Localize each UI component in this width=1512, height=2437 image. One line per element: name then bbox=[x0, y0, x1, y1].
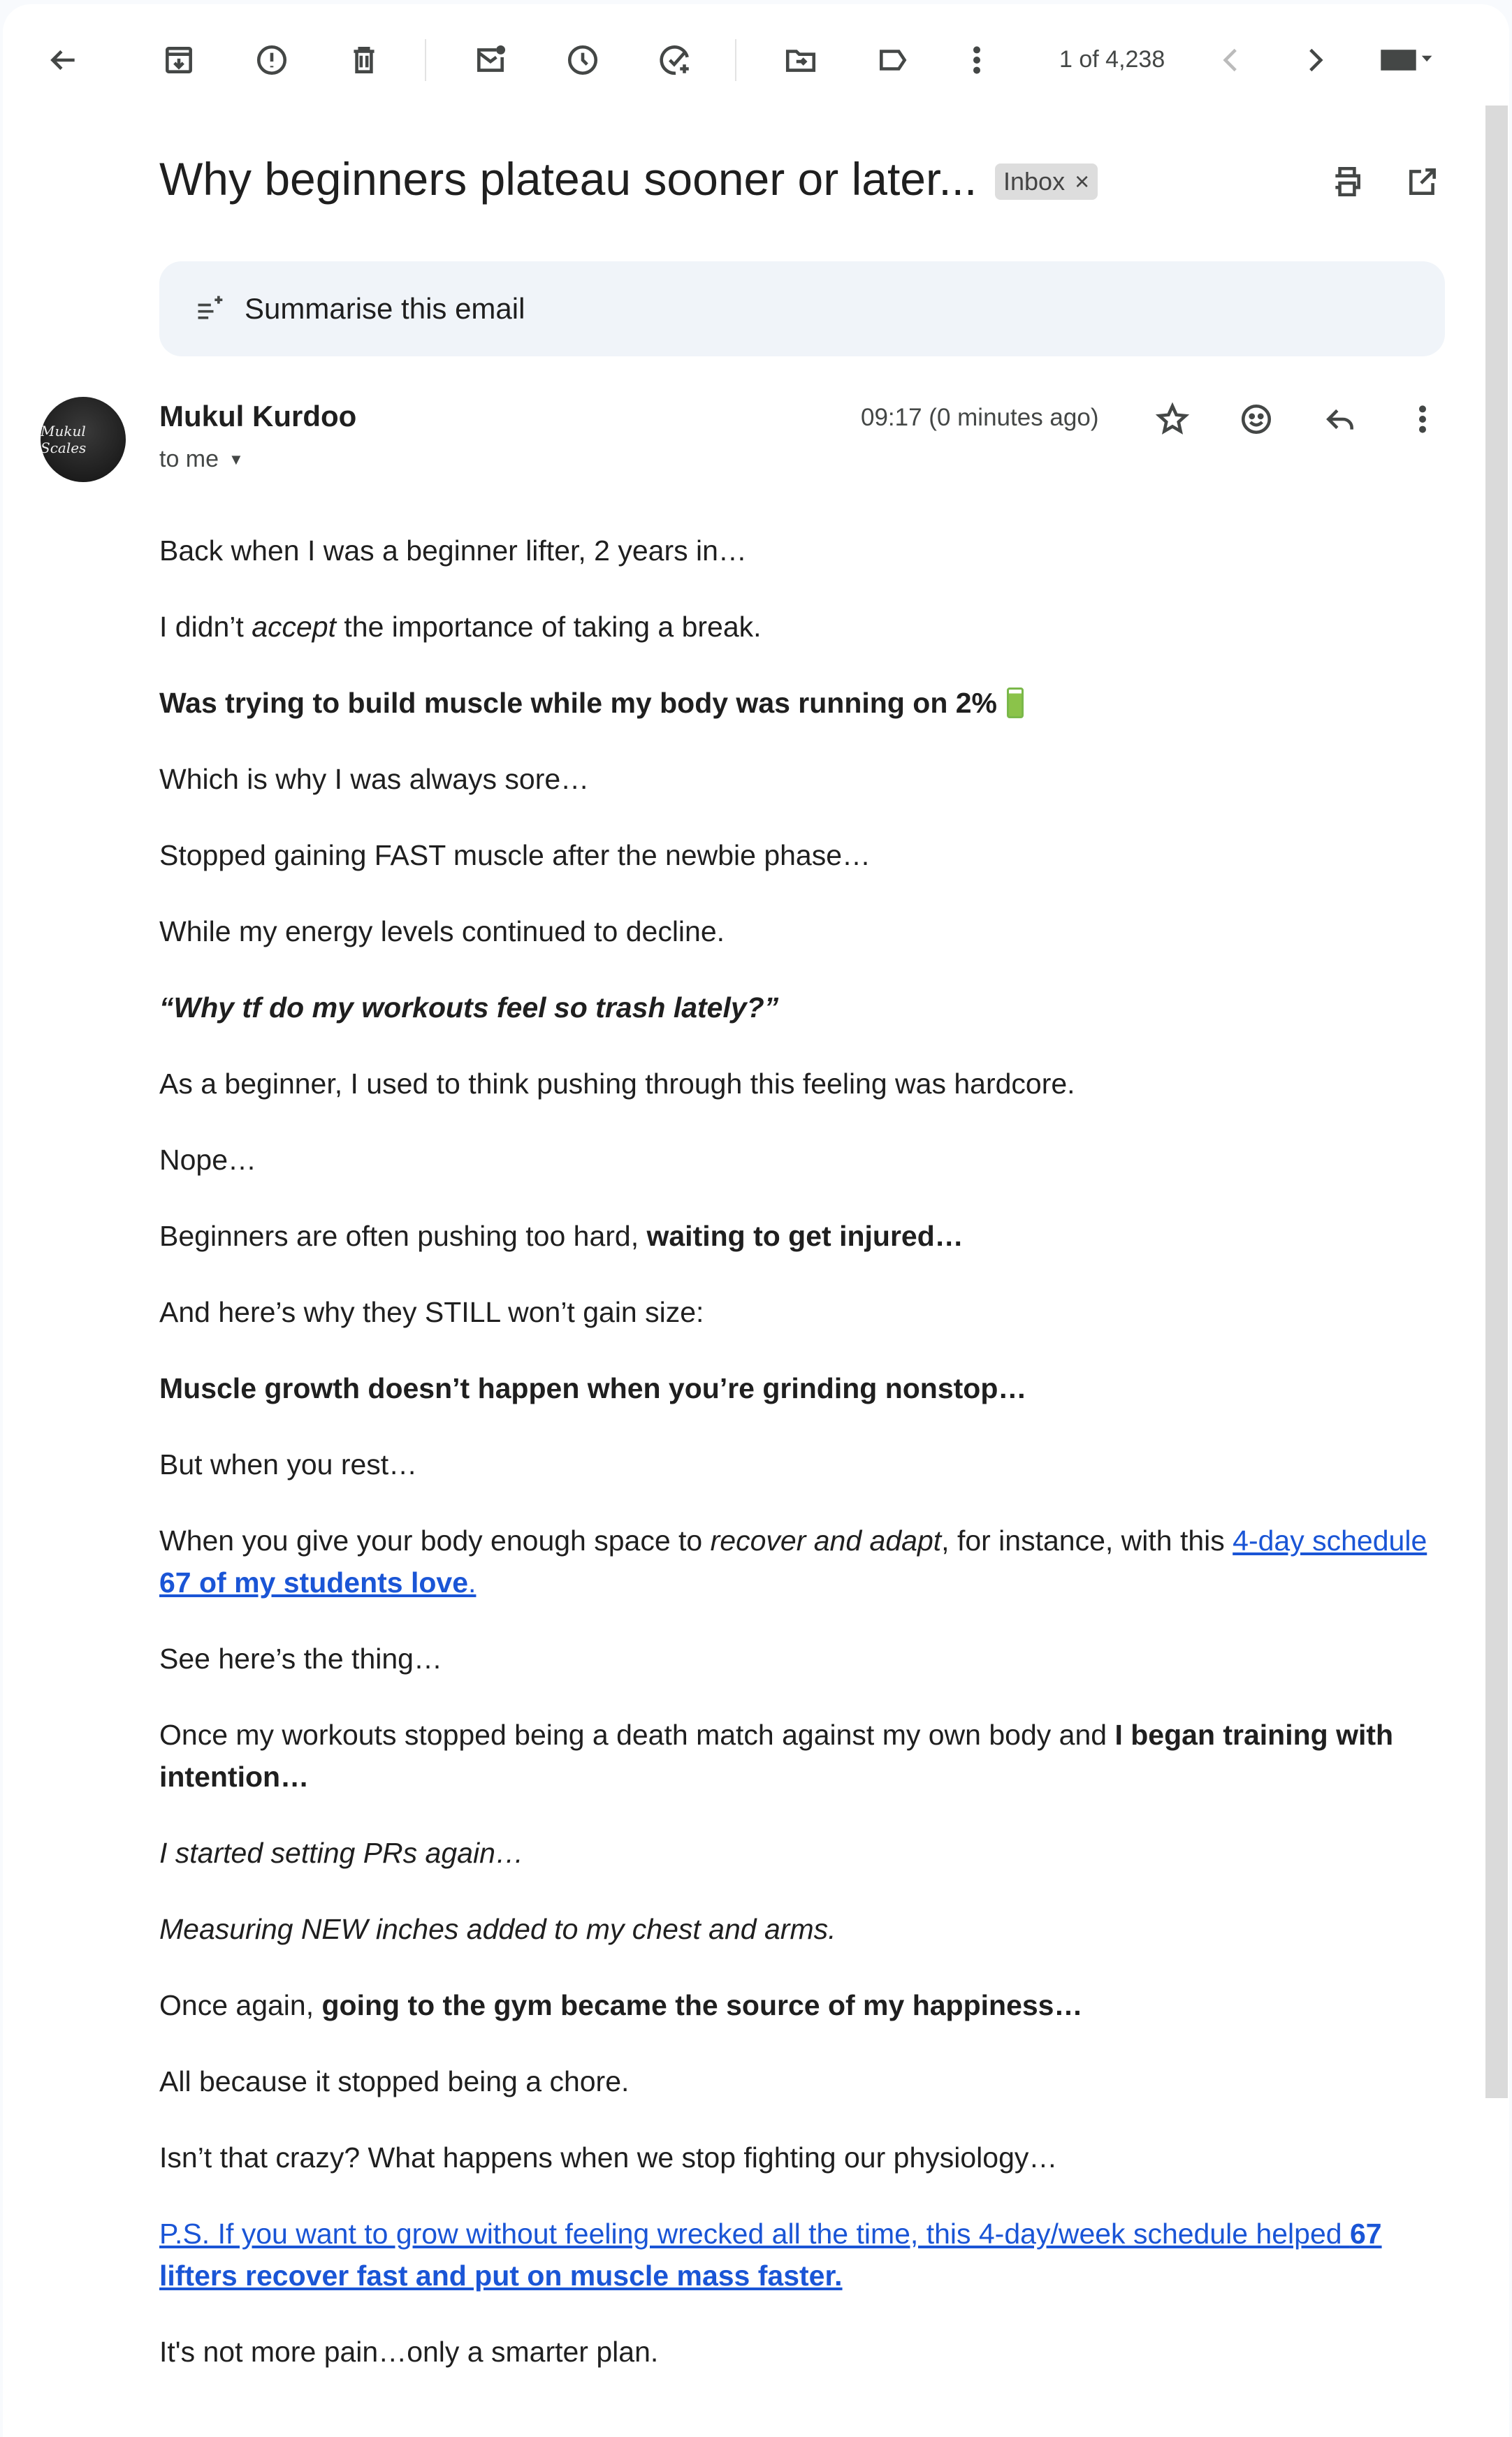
caret-down-icon: ▼ bbox=[228, 450, 244, 468]
mark-unread-button[interactable] bbox=[463, 32, 518, 88]
paragraph bbox=[159, 987, 1438, 1028]
paragraph bbox=[159, 1215, 1438, 1257]
delete-button[interactable] bbox=[336, 32, 392, 88]
link[interactable]: 67 lifters recover fast and put on muscle mass faster. bbox=[159, 2218, 1382, 2292]
input-tools-button[interactable] bbox=[1372, 32, 1442, 88]
text-segment: Was trying to build muscle while my body was running on 2% bbox=[159, 687, 998, 719]
text-segment: , for instance, with this bbox=[941, 1525, 1233, 1557]
paragraph bbox=[159, 1638, 1438, 1680]
open-in-new-icon bbox=[1405, 164, 1440, 199]
text-segment: Nope… bbox=[159, 1144, 257, 1176]
print-icon bbox=[1330, 164, 1365, 199]
reply-button[interactable] bbox=[1312, 391, 1368, 447]
summarise-label: Summarise this email bbox=[245, 292, 525, 325]
print-button[interactable] bbox=[1319, 154, 1375, 210]
text-segment: I started setting PRs again… bbox=[159, 1837, 524, 1869]
paragraph bbox=[159, 606, 1438, 648]
folder-move-icon bbox=[783, 43, 818, 78]
email-body bbox=[159, 530, 1438, 2407]
toolbar bbox=[3, 32, 1484, 88]
text-segment: See here’s the thing… bbox=[159, 1643, 442, 1675]
link[interactable]: 67 of my students love bbox=[159, 1566, 469, 1599]
paragraph bbox=[159, 834, 1438, 876]
email-subject: Why beginners plateau sooner or later... bbox=[159, 153, 977, 205]
text-segment: While my energy levels continued to decline. bbox=[159, 915, 725, 947]
reply-icon bbox=[1323, 402, 1358, 437]
text-segment: Beginners are often pushing too hard, bbox=[159, 1220, 647, 1252]
inbox-label-chip bbox=[995, 163, 1098, 200]
paragraph bbox=[159, 2137, 1438, 2178]
sender-name[interactable]: Mukul Kurdoo bbox=[159, 400, 357, 432]
message-more-button[interactable] bbox=[1395, 391, 1451, 447]
paragraph bbox=[159, 1367, 1438, 1409]
email-view bbox=[3, 4, 1509, 2437]
divider bbox=[425, 39, 426, 81]
arrow-left-icon bbox=[45, 43, 80, 78]
paragraph bbox=[159, 1291, 1438, 1333]
label-button[interactable] bbox=[865, 32, 921, 88]
text-segment: And here’s why they STILL won’t gain size: bbox=[159, 1296, 704, 1328]
text-segment: But when you rest… bbox=[159, 1448, 418, 1481]
sparkle-list-icon bbox=[194, 293, 225, 324]
more-vert-icon bbox=[1405, 402, 1440, 437]
clock-icon bbox=[565, 43, 600, 78]
text-segment: Once my workouts stopped being a death match against my own body and bbox=[159, 1719, 1115, 1751]
paragraph bbox=[159, 1908, 1438, 1950]
link[interactable]: . bbox=[468, 1566, 477, 1599]
mail-unread-icon bbox=[473, 43, 508, 78]
paragraph bbox=[159, 1063, 1438, 1105]
message-count: 1 of 4,238 bbox=[1059, 46, 1165, 73]
text-segment: Muscle growth doesn’t happen when you’re grinding nonstop… bbox=[159, 1372, 1027, 1404]
emoji-reaction-button[interactable] bbox=[1228, 391, 1284, 447]
paragraph bbox=[159, 2213, 1438, 2297]
text-segment: Which is why I was always sore… bbox=[159, 763, 590, 795]
move-to-button[interactable] bbox=[773, 32, 829, 88]
text-segment: When you give your body enough space to bbox=[159, 1525, 711, 1557]
open-new-window-button[interactable] bbox=[1395, 154, 1451, 210]
text-segment: I began training with intention… bbox=[159, 1719, 1394, 1793]
text-segment: As a beginner, I used to think pushing through this feeling was hardcore. bbox=[159, 1068, 1075, 1100]
more-button[interactable] bbox=[949, 32, 1005, 88]
keyboard-icon bbox=[1379, 43, 1435, 78]
back-button[interactable] bbox=[35, 32, 91, 88]
text-segment: accept bbox=[252, 611, 337, 643]
label-text: Inbox bbox=[1003, 167, 1066, 196]
text-segment: It's not more pain…only a smarter plan. bbox=[159, 2336, 659, 2368]
add-to-tasks-button[interactable] bbox=[648, 32, 704, 88]
paragraph bbox=[159, 2060, 1438, 2102]
text-segment: Isn’t that crazy? What happens when we stop fighting our physiology… bbox=[159, 2141, 1058, 2174]
chevron-right-icon bbox=[1297, 43, 1332, 78]
email-timestamp: 09:17 (0 minutes ago) bbox=[861, 404, 1099, 431]
paragraph bbox=[159, 530, 1438, 572]
text-segment: waiting to get injured… bbox=[646, 1220, 964, 1252]
smiley-icon bbox=[1239, 402, 1274, 437]
text-segment: Back when I was a beginner lifter, 2 years in… bbox=[159, 534, 747, 567]
paragraph bbox=[159, 682, 1438, 724]
remove-label-icon[interactable]: × bbox=[1075, 167, 1090, 196]
recipient-text: to me bbox=[159, 446, 219, 472]
paragraph bbox=[159, 1443, 1438, 1485]
avatar[interactable] bbox=[41, 397, 126, 482]
star-button[interactable] bbox=[1144, 391, 1200, 447]
text-segment: Once again, bbox=[159, 1989, 322, 2021]
avatar-logo: Mukul Scales bbox=[41, 423, 87, 456]
text-segment: Measuring NEW inches added to my chest and arms. bbox=[159, 1913, 836, 1945]
archive-button[interactable] bbox=[151, 32, 207, 88]
paragraph bbox=[159, 1139, 1438, 1181]
paragraph bbox=[159, 910, 1438, 952]
paragraph bbox=[159, 1832, 1438, 1874]
link[interactable]: P.S. If you want to grow without feeling wrecked all the time, this 4-day/week schedule helped bbox=[159, 2218, 1350, 2250]
text-segment: “Why tf do my workouts feel so trash lately?” bbox=[159, 991, 779, 1024]
divider bbox=[735, 39, 736, 81]
battery-icon bbox=[1007, 688, 1024, 718]
summarise-email-button[interactable] bbox=[159, 261, 1445, 356]
chevron-left-icon bbox=[1214, 43, 1249, 78]
newer-button[interactable] bbox=[1203, 32, 1259, 88]
star-icon bbox=[1155, 402, 1190, 437]
paragraph bbox=[159, 2331, 1438, 2373]
trash-icon bbox=[347, 43, 381, 78]
text-segment: All because it stopped being a chore. bbox=[159, 2065, 630, 2097]
text-segment: going to the gym became the source of my happiness… bbox=[321, 1989, 1083, 2021]
paragraph bbox=[159, 1520, 1438, 1603]
task-add-icon bbox=[658, 43, 693, 78]
recipient-details-toggle[interactable] bbox=[159, 446, 244, 473]
text-segment: I didn’t bbox=[159, 611, 252, 643]
text-segment: recover and adapt bbox=[710, 1525, 942, 1557]
alert-circle-icon bbox=[254, 43, 289, 78]
paragraph bbox=[159, 758, 1438, 800]
link[interactable]: 4-day schedule bbox=[1233, 1525, 1427, 1557]
archive-icon bbox=[161, 43, 196, 78]
more-vert-icon bbox=[959, 43, 994, 78]
text-segment: the importance of taking a break. bbox=[336, 611, 762, 643]
paragraph bbox=[159, 1984, 1438, 2026]
older-button[interactable] bbox=[1287, 32, 1343, 88]
paragraph bbox=[159, 1714, 1438, 1798]
text-segment: Stopped gaining FAST muscle after the newbie phase… bbox=[159, 839, 871, 871]
report-spam-button[interactable] bbox=[244, 32, 300, 88]
scrollbar-thumb[interactable] bbox=[1485, 106, 1508, 2098]
snooze-button[interactable] bbox=[555, 32, 611, 88]
label-icon bbox=[875, 43, 910, 78]
